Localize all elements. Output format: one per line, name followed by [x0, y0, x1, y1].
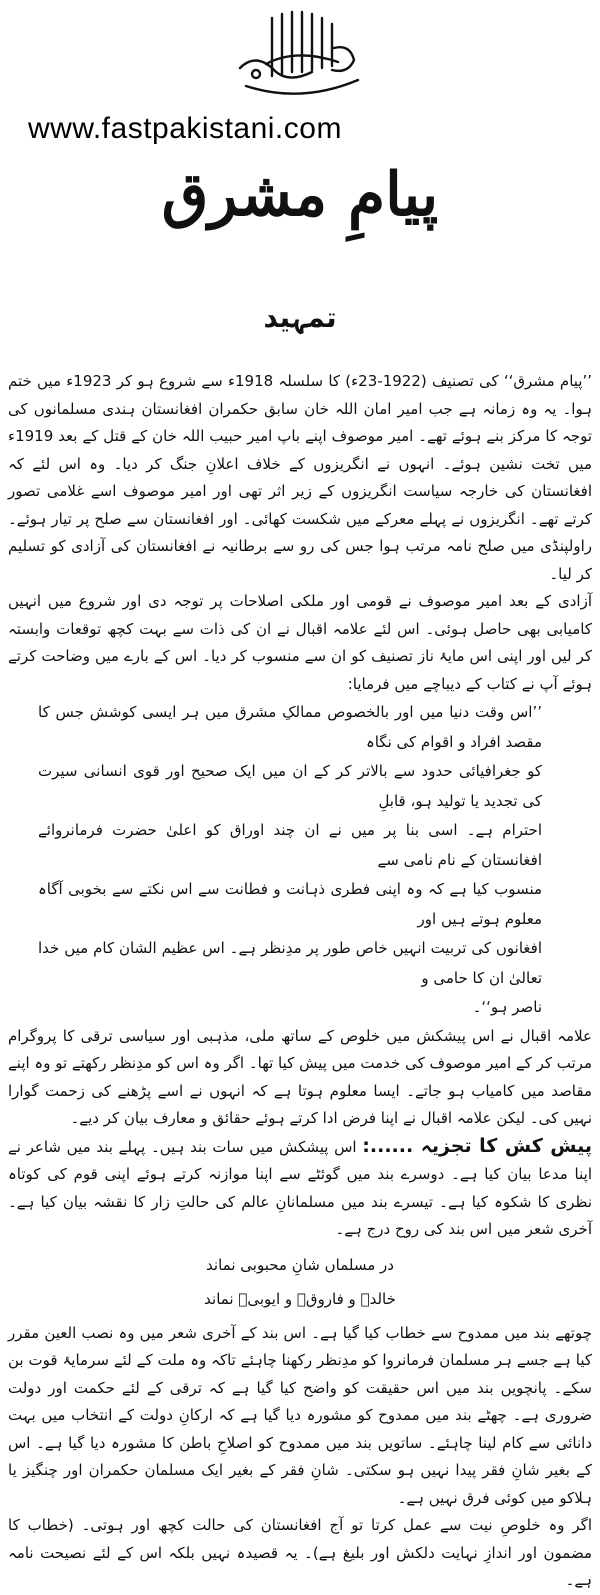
bismillah-calligraphy	[226, 8, 376, 98]
site-url: www.fastpakistani.com	[28, 112, 342, 145]
quote-line: ناصر ہو‘‘۔	[472, 998, 542, 1016]
paragraph-3: علامہ اقبال نے اس پیشکش میں خلوص کے ساتھ ملی، مذہبی اور سیاسی ترقی کا پروگرام مرتب کر کے امیر موصوف کی خدمت میں پیش کیا تھا۔ اگر وہ اس کو مدِنظر رکھتے تو وہ اپنے مقاصد میں کامیاب ہو جاتے۔ ایسا معلوم ہوتا ہے کہ انہوں نے اسے پڑھنے کی زحمت گوارا نہیں کی۔ لیکن علامہ اقبال نے اپنا فرض ادا کرتے ہوئے حقائق و معارف بیان کر دیے۔	[8, 1026, 592, 1127]
quote-line: کو جغرافیائی حدود سے بالاتر کر کے ان میں ایک صحیح اور قوی انسانی سیرت کی تجدید یا تولید ہو، قابلِ	[38, 762, 542, 810]
quote-line: افغانوں کی تربیت انہیں خاص طور پر مدِنظر ہے۔ اس عظیم الشان کام میں خدا تعالیٰ ان کا حامی و	[38, 939, 542, 987]
quote-line: منسوب کیا ہے کہ وہ اپنی فطری ذہانت و فطانت سے اس نکتے سے بخوبی آگاہ معلوم ہوتے ہیں اور	[38, 880, 542, 928]
quote-block	[8, 698, 592, 1023]
quote-line: ’’اس وقت دنیا میں اور بالخصوص ممالکِ مشرق میں ہر ایسی کوشش جس کا مقصد افراد و اقوام کی نگاہ	[38, 703, 542, 751]
analysis-heading: پیش کش کا تجزیہ ......:	[362, 1134, 593, 1157]
couplet	[8, 1248, 592, 1316]
paragraph-1: ’’پیام مشرق‘‘ کی تصنیف (1922-23ء) کا سلسلہ 1918ء سے شروع ہو کر 1923ء میں ختم ہوا۔ یہ وہ زمانہ ہے جب امیر امان اللہ خان سابق حکمران افغانستان ہندی مسلمانوں کی توجہ کا مرکز بنے ہوئے تھے۔ امیر موصوف اپنے باپ امیر حبیب اللہ خان کے قتل کے بعد 1919ء میں تخت نشین ہوئے۔ انہوں نے انگریزوں کے خلاف اعلانِ جنگ کر دیا۔ وہ اس لئے کہ افغانستان کی خارجہ سیاست انگریزوں کے زیر اثر تھی اور امیر موصوف اسے غلامی تصور کرتے تھے۔ انگریزوں نے پہلے معرکے میں شکست کھائی۔ اور افغانستان سے صلح پر تیار ہوئے۔ راولپنڈی میں صلح نامہ مرتب ہوا جس کی رو سے برطانیہ نے افغانستان کی آزادی کو تسلیم کر لیا۔	[8, 372, 593, 583]
paragraph-analysis	[8, 1133, 592, 1244]
paragraph-5: اگر وہ خلوصِ نیت سے عمل کرتا تو آج افغانستان کی حالت کچھ اور ہوتی۔ (خطاب کا مضمون اور اندازِ نہایت دلکش اور بلیغ ہے)۔ یہ قصیدہ نہیں بلکہ اس کے لئے نصیحت نامہ ہے۔	[8, 1516, 592, 1589]
couplet-line-1: در مسلماں شانِ محبوبی نماند	[206, 1255, 394, 1274]
section-title: تمہید	[263, 301, 337, 334]
article-body	[8, 368, 592, 1595]
paragraph-2: آزادی کے بعد امیر موصوف نے قومی اور ملکی اصلاحات پر توجہ دی اور شروع میں انہیں کامیابی بھی حاصل ہوئی۔ اس لئے علامہ اقبال نے ان کی ذات سے بہت کچھ توقعات وابستہ کر لیں اور اپنی اس مایۂ ناز تصنیف کو ان سے منسوب کر دیا۔ اس کے بارے میں وضاحت کرتے ہوئے آپ نے کتاب کے دیباچے میں فرمایا:	[8, 592, 592, 693]
couplet-line-2: خالدؓ و فاروقؓ و ایوبیؒ نماند	[204, 1289, 396, 1308]
paragraph-4: چوتھے بند میں ممدوح سے خطاب کیا گیا ہے۔ اس بند کے آخری شعر میں وہ نصب العین مقرر کیا ہے جسے ہر مسلمان فرمانروا کو مدِنظر رکھنا چاہئے تاکہ وہ ملت کے لئے سرمایۂ قوت بن سکے۔ پانچویں بند میں اس حقیقت کو واضح کیا گیا ہے کہ ترقی کے لئے حکمت اور دولت ضروری ہے۔ چھٹے بند میں ممدوح کو مشورہ دیا گیا ہے کہ ارکانِ دولت کے انتخاب میں بہت دانائی سے کام لینا چاہئے۔ ساتویں بند میں ممدوح کو اصلاحِ باطن کا مشورہ دیا گیا ہے۔ اس کے بغیر شانِ فقر پیدا نہیں ہو سکتی۔ شانِ فقر کے بغیر ایک مسلمان حکمران اور چنگیز یا ہلاکو میں کوئی فرق نہیں ہے۔	[8, 1323, 592, 1507]
page-title: پیامِ مشرق	[161, 160, 439, 230]
analysis-text: اس پیشکش میں سات بند ہیں۔ پہلے بند میں شاعر نے اپنا مدعا بیان کیا ہے۔ دوسرے بند میں گوئٹے سے اپنا موازنہ کرتے ہوئے اپنی قوم کی کوتاہ نظری کا شکوہ کیا ہے۔ تیسرے بند میں مسلمانانِ عالم کی حالتِ زار کا نقشہ بیان کیا ہے۔ آخری شعر میں اس بند کی روح درج ہے۔	[8, 1137, 592, 1238]
quote-line: احترام ہے۔ اسی بنا پر میں نے ان چند اوراق کو اعلیٰ حضرت فرمانروائے افغانستان کے نام نامی سے	[38, 821, 542, 869]
